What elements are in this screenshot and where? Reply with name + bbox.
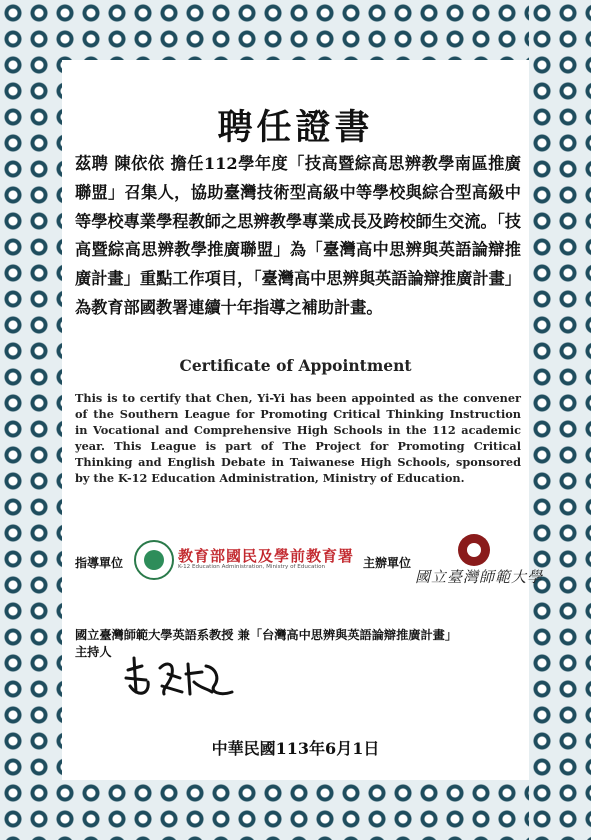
moe-name: 教育部國民及學前教育署	[178, 547, 355, 565]
chinese-body-text: 茲聘 陳依依 擔任112學年度「技高暨綜高思辨教學南區推廣聯盟」召集人，協助臺灣技術型高級中等學校與綜合型高級中等學校專業學程教師之思辨教學專業成長及跨校師生交流。「技高暨綜高思辨教學推廣聯盟」為「臺灣高中思辨與英語論辯推廣計畫」重點工作項目，「臺灣高中思辨與英語論辯推廣計畫」為教育部國教署連續十年指導之補助計畫。	[75, 154, 521, 317]
moe-seal-icon	[134, 540, 174, 580]
english-body-text: This is to certify that Chen, Yi-Yi has been appointed as the convener of the Southern League for Promoting Critical Thinking Instruction in Vocational and Comprehensive High Schools in the 112 academic year. This League is part of The Project for Promoting Critical Thinking and English Debate in Taiwanese High Schools, sponsored by the K-12 Education Administration, Ministry of Education.	[75, 391, 521, 485]
english-title: Certificate of Appointment	[179, 356, 412, 375]
supervising-unit-label: 指導單位	[75, 556, 124, 570]
moe-subtitle: K-12 Education Administration, Ministry of Education	[178, 564, 326, 570]
certificate-title: 聘任證書	[217, 107, 374, 148]
professor-title-line: 國立臺灣師範大學英語系教授 兼「台灣高中思辨與英語論辯推廣計畫」	[75, 628, 458, 642]
issue-date: 中華民國113年6月1日	[211, 739, 380, 758]
handwritten-signature	[120, 648, 240, 706]
host-label: 主持人	[75, 645, 112, 659]
organizer-label: 主辦單位	[363, 556, 412, 570]
ntnu-emblem-icon	[458, 534, 490, 566]
ntnu-name: 國立臺灣師範大學	[415, 568, 544, 586]
